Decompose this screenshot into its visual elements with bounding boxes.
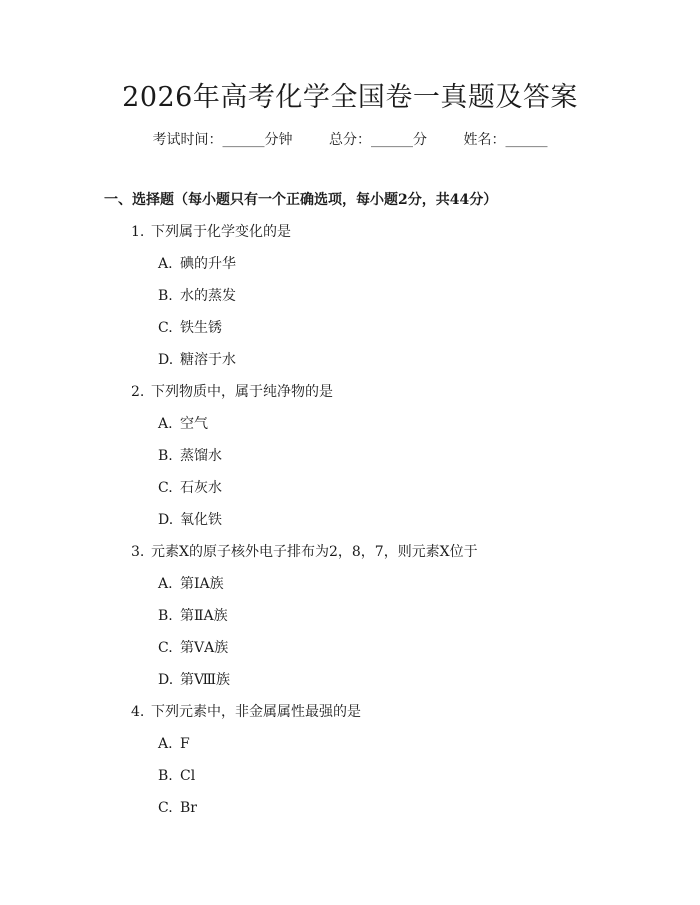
- question-number: 4.: [131, 704, 145, 720]
- option-text: 石灰水: [180, 480, 222, 496]
- option-letter: C.: [158, 480, 173, 496]
- option-2b: [158, 444, 222, 468]
- option-2a: [158, 412, 208, 436]
- option-letter: D.: [158, 352, 174, 368]
- option-text: 第ⅤA族: [180, 640, 229, 656]
- option-3d: [158, 668, 230, 692]
- option-2d: [158, 508, 222, 532]
- option-letter: A.: [158, 576, 173, 592]
- question-number: 2.: [131, 384, 145, 400]
- option-4a: [158, 732, 190, 756]
- question-3: [131, 540, 478, 564]
- option-text: Br: [180, 800, 197, 816]
- option-text: 第ⅡA族: [180, 608, 228, 624]
- option-letter: D.: [158, 512, 174, 528]
- section-heading-choice: 一、选择题（每小题只有一个正确选项，每小题2分，共44分）: [104, 192, 498, 208]
- question-2: [131, 380, 333, 404]
- total-score-field: 总分：______分: [329, 132, 427, 148]
- option-3a: [158, 572, 224, 596]
- option-letter: D.: [158, 672, 174, 688]
- exam-title: 2026年高考化学全国卷一真题及答案: [122, 82, 578, 113]
- option-text: 第Ⅷ族: [180, 672, 231, 688]
- question-4: [131, 700, 361, 724]
- option-letter: A.: [158, 736, 173, 752]
- option-text: 糖溶于水: [180, 352, 236, 368]
- option-text: 铁生锈: [180, 320, 222, 336]
- question-number: 3.: [131, 544, 145, 560]
- option-letter: C.: [158, 320, 173, 336]
- option-text: 氧化铁: [180, 512, 222, 528]
- option-letter: B.: [158, 608, 173, 624]
- option-letter: B.: [158, 288, 173, 304]
- option-text: 空气: [180, 416, 208, 432]
- option-1a: [158, 252, 236, 276]
- question-text: 元素X的原子核外电子排布为2，8，7，则元素X位于: [151, 544, 478, 560]
- option-2c: [158, 476, 222, 500]
- option-letter: C.: [158, 640, 173, 656]
- option-1b: [158, 284, 236, 308]
- option-1c: [158, 316, 222, 340]
- question-number: 1.: [131, 224, 145, 240]
- option-text: 第ⅠA族: [180, 576, 224, 592]
- option-letter: B.: [158, 768, 173, 784]
- option-text: Cl: [180, 768, 196, 784]
- option-1d: [158, 348, 236, 372]
- option-3c: [158, 636, 228, 660]
- option-3b: [158, 604, 228, 628]
- exam-time-field: 考试时间：______分钟: [152, 132, 293, 148]
- option-letter: B.: [158, 448, 173, 464]
- question-text: 下列属于化学变化的是: [151, 224, 291, 240]
- option-4c: [158, 796, 197, 820]
- student-name-field: 姓名：______: [463, 132, 548, 148]
- question-text: 下列物质中，属于纯净物的是: [151, 384, 333, 400]
- option-letter: C.: [158, 800, 173, 816]
- option-letter: A.: [158, 416, 173, 432]
- question-text: 下列元素中，非金属属性最强的是: [151, 704, 361, 720]
- option-text: 蒸馏水: [180, 448, 222, 464]
- option-text: 碘的升华: [180, 256, 236, 272]
- option-text: 水的蒸发: [180, 288, 236, 304]
- option-letter: A.: [158, 256, 173, 272]
- option-4b: [158, 764, 195, 788]
- option-text: F: [180, 736, 190, 752]
- exam-info-line: [0, 128, 700, 152]
- question-1: [131, 220, 291, 244]
